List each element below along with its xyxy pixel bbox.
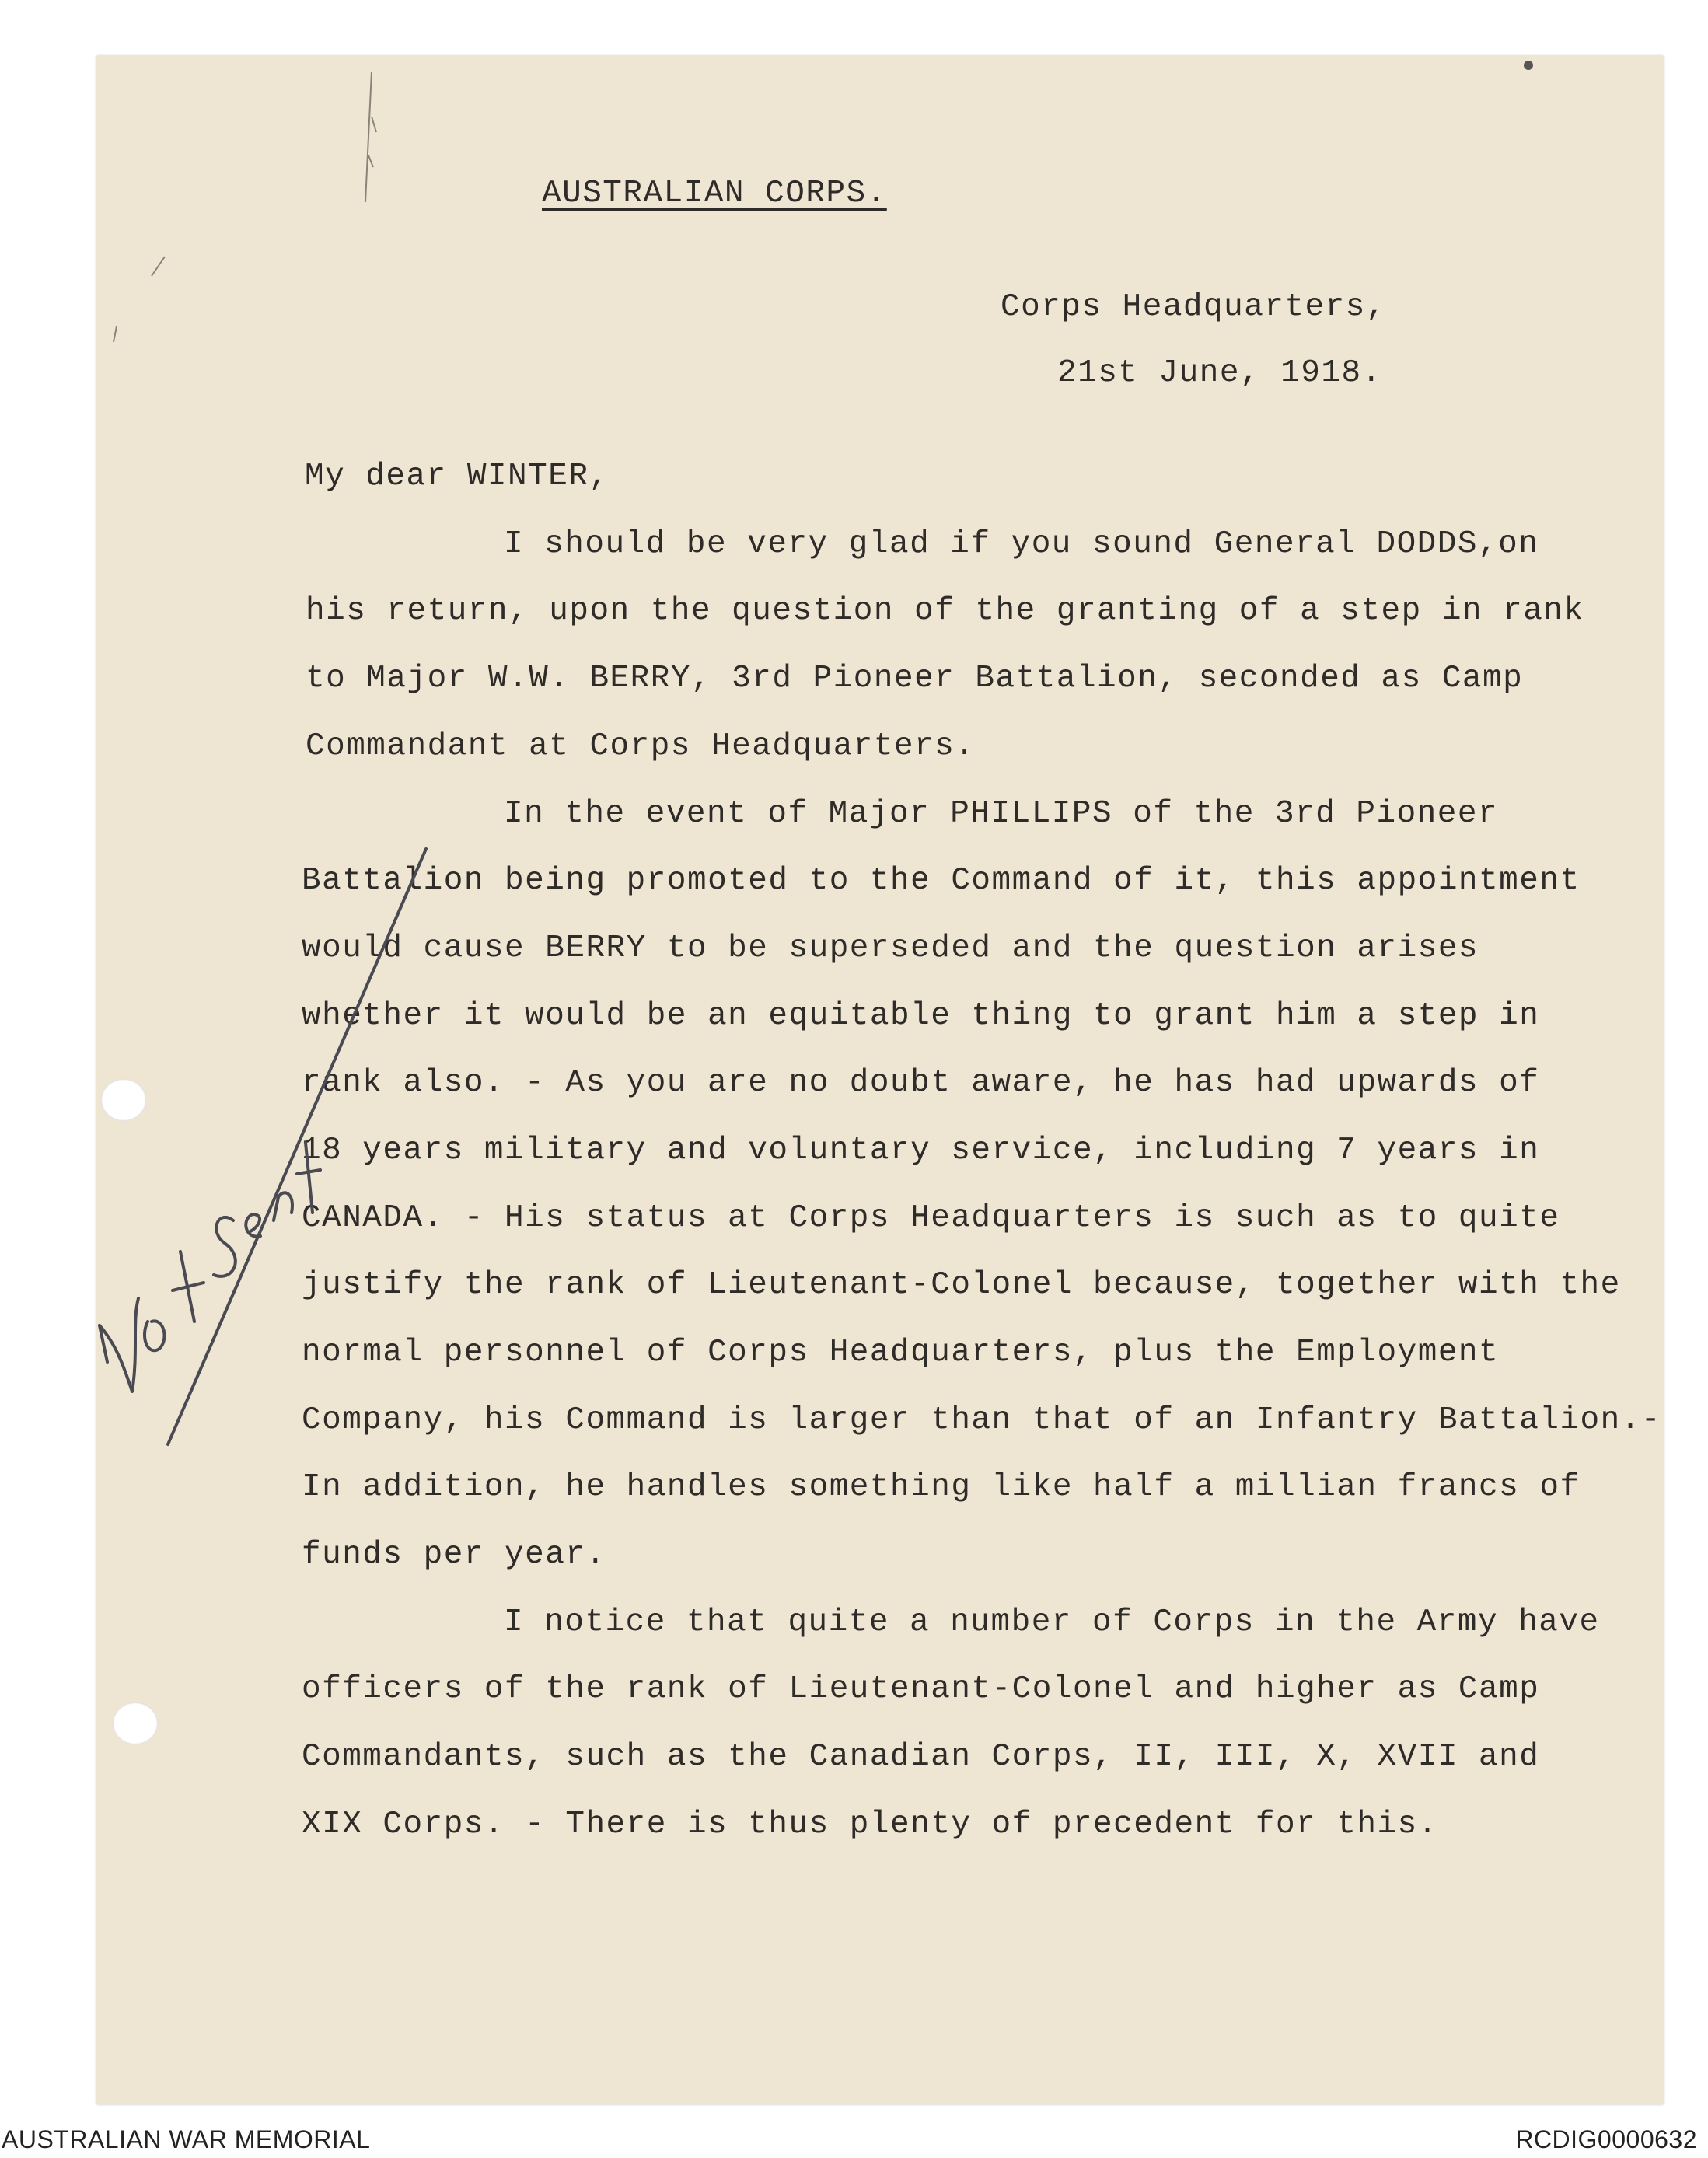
body-line: whether it would be an equitable thing to grant him a step in xyxy=(302,998,1540,1034)
body-line: funds per year. xyxy=(302,1537,606,1573)
body-line: I notice that quite a number of Corps in the Army have xyxy=(504,1605,1600,1640)
body-line: 18 years military and voluntary service, including 7 years in xyxy=(302,1133,1540,1168)
body-line: CANADA. - His status at Corps Headquarters is such as to quite xyxy=(302,1200,1560,1236)
footer-identifier: RCDIG0000632 xyxy=(1515,2125,1697,2153)
body-line: officers of the rank of Lieutenant-Colonel and higher as Camp xyxy=(302,1671,1540,1707)
body-line: would cause BERRY to be superseded and the question arises xyxy=(302,931,1479,966)
body-line: In addition, he handles something like half a millian francs of xyxy=(302,1469,1581,1505)
body-line: his return, upon the question of the granting of a step in rank xyxy=(306,593,1584,629)
body-line: In the event of Major PHILLIPS of the 3rd Pioneer xyxy=(504,796,1499,832)
footer-source: AUSTRALIAN WAR MEMORIAL xyxy=(2,2125,371,2153)
body-line: Commandant at Corps Headquarters. xyxy=(306,728,976,764)
body-line: Commandants, such as the Canadian Corps, II, III, X, XVII and xyxy=(302,1739,1540,1775)
body-line: Battalion being promoted to the Command of it, this appointment xyxy=(302,863,1581,899)
letter-heading: AUSTRALIAN CORPS. xyxy=(542,176,887,211)
body-line: justify the rank of Lieutenant-Colonel because, together with the xyxy=(302,1267,1621,1303)
letter-date: 21st June, 1918. xyxy=(1057,355,1382,391)
body-line: normal personnel of Corps Headquarters, plus the Employment xyxy=(302,1335,1500,1371)
letter-address: Corps Headquarters, xyxy=(1001,289,1386,325)
body-line: rank also. - As you are no doubt aware, he has had upwards of xyxy=(302,1065,1540,1101)
letter-salutation: My dear WINTER, xyxy=(305,459,610,494)
body-line: Company, his Command is larger than that of an Infantry Battalion.- xyxy=(302,1402,1661,1438)
body-line: to Major W.W. BERRY, 3rd Pioneer Battalion, seconded as Camp xyxy=(306,661,1524,697)
body-line: I should be very glad if you sound General DODDS,on xyxy=(504,526,1539,562)
body-line: XIX Corps. - There is thus plenty of precedent for this. xyxy=(302,1807,1438,1842)
